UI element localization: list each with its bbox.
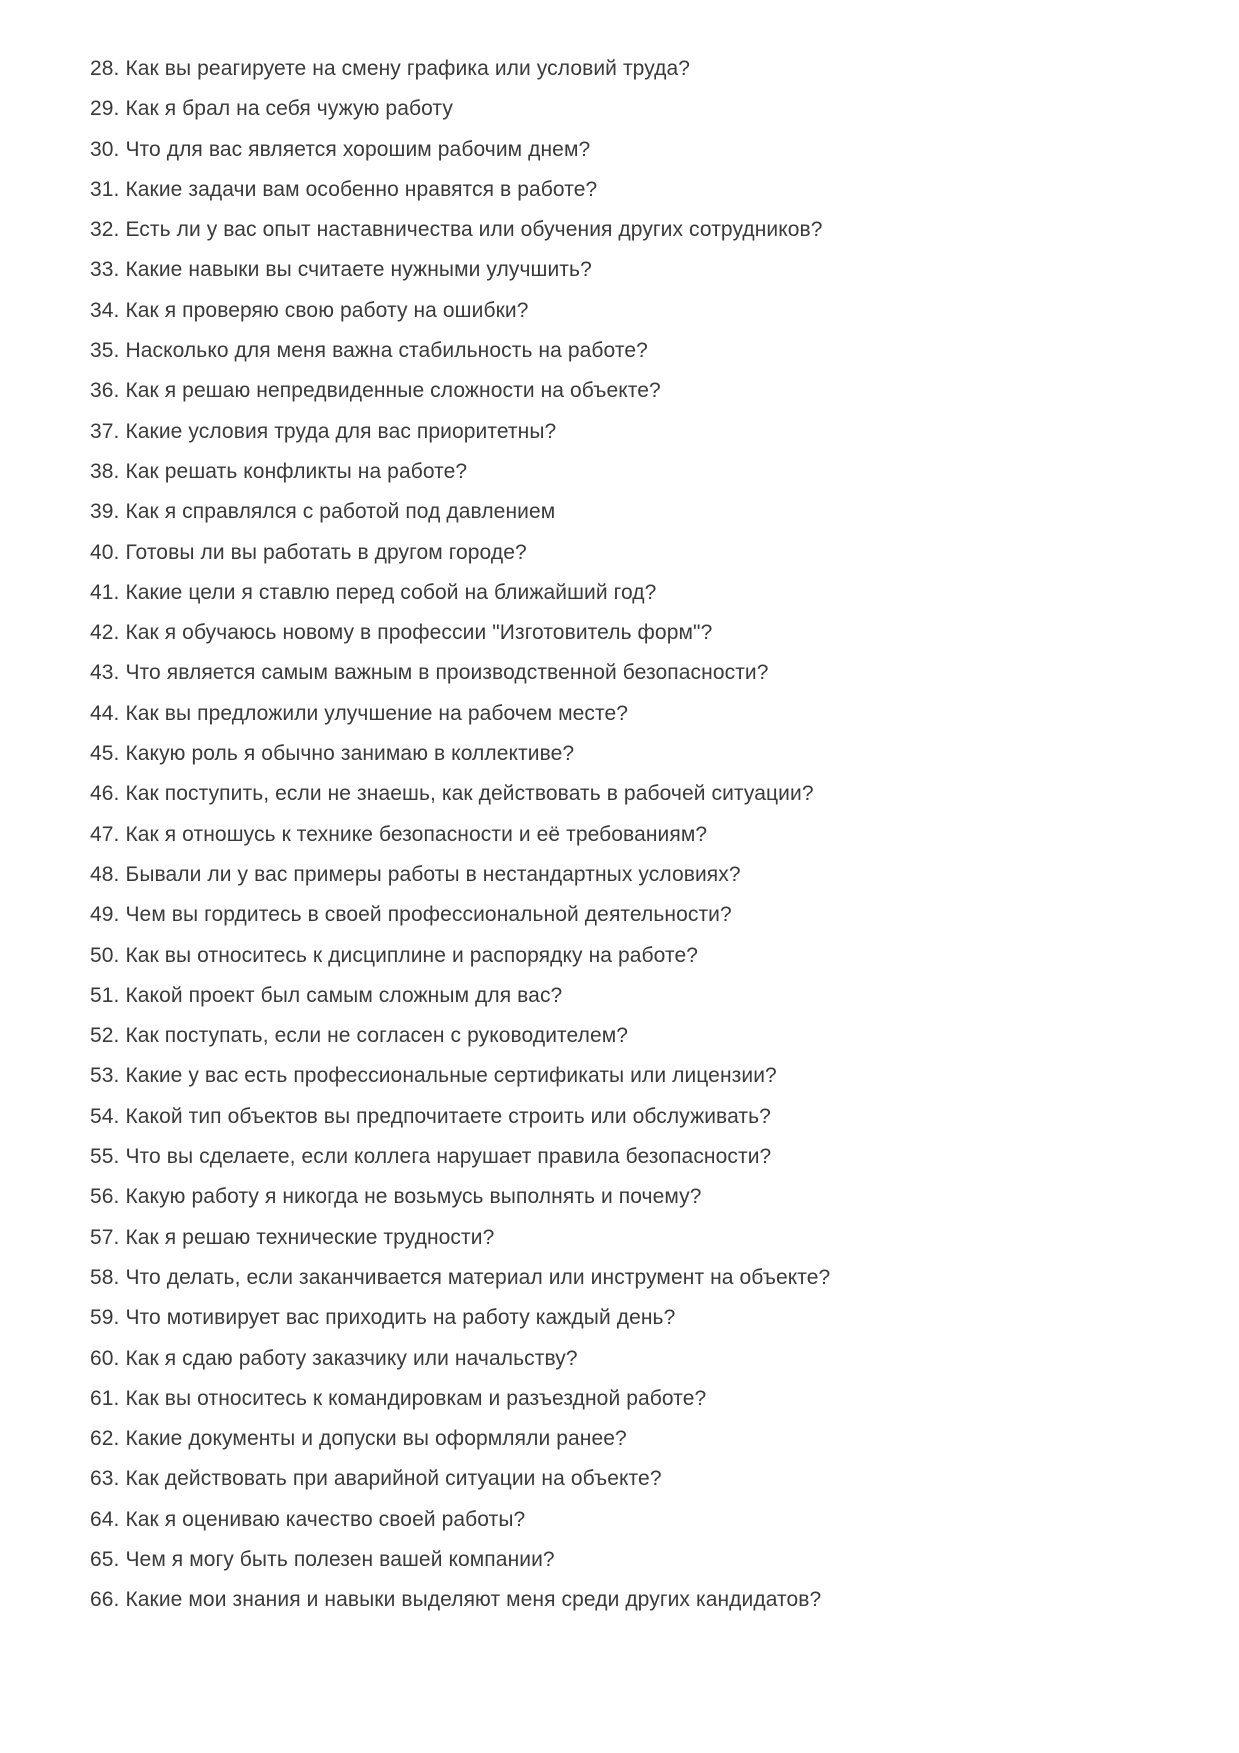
- item-number: 58.: [90, 1265, 120, 1289]
- item-number: 31.: [90, 177, 120, 201]
- item-number: 45.: [90, 742, 120, 766]
- item-text: Что вы сделаете, если коллега нарушает правила безопасности?: [125, 1145, 772, 1169]
- item-number: 61.: [90, 1386, 120, 1410]
- item-number: 52.: [90, 1024, 120, 1048]
- list-item: [90, 1580, 1199, 1620]
- item-text: Какие мои знания и навыки выделяют меня среди других кандидатов?: [125, 1588, 822, 1612]
- item-text: Как вы реагируете на смену графика или условий труда?: [125, 57, 691, 80]
- item-number: 36.: [90, 379, 120, 403]
- list-item: [90, 1016, 1199, 1056]
- item-text: Как я решаю непредвиденные сложности на объекте?: [125, 379, 661, 403]
- item-text: Как вы относитесь к командировкам и разъездной работе?: [125, 1386, 707, 1410]
- item-text: Какую роль я обычно занимаю в коллективе?: [125, 742, 575, 766]
- item-number: 28.: [90, 57, 120, 80]
- list-item: [90, 1339, 1199, 1379]
- list-item: [90, 492, 1199, 532]
- list-item: [90, 573, 1199, 613]
- item-text: Какие задачи вам особенно нравятся в работе?: [125, 177, 598, 201]
- item-number: 44.: [90, 701, 120, 725]
- list-item: [90, 1177, 1199, 1217]
- item-text: Что является самым важным в производственной безопасности?: [125, 661, 769, 685]
- list-item: [90, 1540, 1199, 1580]
- item-number: 66.: [90, 1588, 120, 1612]
- item-text: Как действовать при аварийной ситуации на объекте?: [125, 1467, 662, 1491]
- item-number: 46.: [90, 782, 120, 806]
- item-text: Что мотивирует вас приходить на работу каждый день?: [125, 1306, 676, 1330]
- list-item: [90, 694, 1199, 734]
- item-text: Как вы предложили улучшение на рабочем месте?: [125, 701, 629, 725]
- list-item: [90, 774, 1199, 814]
- item-number: 50.: [90, 943, 120, 967]
- item-number: 33.: [90, 258, 120, 282]
- item-text: Какой тип объектов вы предпочитаете строить или обслуживать?: [125, 1104, 771, 1128]
- item-number: 65.: [90, 1547, 120, 1571]
- list-item: [90, 1379, 1199, 1419]
- list-item: [90, 210, 1199, 250]
- list-item: [90, 855, 1199, 895]
- list-item: [90, 1137, 1199, 1177]
- item-text: Как поступать, если не согласен с руководителем?: [125, 1024, 629, 1048]
- list-item: [90, 734, 1199, 774]
- list-item: [90, 533, 1199, 573]
- item-number: 47.: [90, 822, 120, 846]
- item-number: 29.: [90, 97, 120, 121]
- item-number: 39.: [90, 500, 120, 524]
- item-text: Что для вас является хорошим рабочим днем?: [125, 137, 591, 161]
- item-text: Как я решаю технические трудности?: [125, 1225, 495, 1249]
- list-item: [90, 815, 1199, 855]
- list-item: [90, 250, 1199, 290]
- item-number: 55.: [90, 1145, 120, 1169]
- item-text: Какие условия труда для вас приоритетны?: [125, 419, 557, 443]
- list-item: [90, 1258, 1199, 1298]
- item-text: Как я оцениваю качество своей работы?: [125, 1507, 526, 1531]
- item-text: Готовы ли вы работать в другом городе?: [125, 540, 527, 564]
- list-item: [90, 371, 1199, 411]
- item-number: 30.: [90, 137, 120, 161]
- item-text: Как решать конфликты на работе?: [125, 459, 468, 483]
- item-number: 63.: [90, 1467, 120, 1491]
- list-item: [90, 1056, 1199, 1096]
- list-item: [90, 170, 1199, 210]
- item-number: 48.: [90, 862, 120, 886]
- item-number: 34.: [90, 298, 120, 322]
- item-text: Бывали ли у вас примеры работы в нестандартных условиях?: [125, 862, 741, 886]
- item-text: Как я отношусь к технике безопасности и её требованиям?: [125, 822, 708, 846]
- item-number: 41.: [90, 580, 120, 604]
- list-item: [90, 291, 1199, 331]
- item-text: Какую работу я никогда не возьмусь выполнять и почему?: [125, 1185, 702, 1209]
- list-item: [90, 976, 1199, 1016]
- item-number: 32.: [90, 218, 120, 242]
- list-item: [90, 1459, 1199, 1499]
- question-list: [90, 49, 1199, 1621]
- item-number: 56.: [90, 1185, 120, 1209]
- item-number: 35.: [90, 339, 120, 363]
- item-number: 37.: [90, 419, 120, 443]
- item-text: Как я брал на себя чужую работу: [125, 97, 453, 121]
- list-item: [90, 936, 1199, 976]
- item-number: 49.: [90, 903, 120, 927]
- item-text: Какие навыки вы считаете нужными улучшить?: [125, 258, 592, 282]
- item-number: 62.: [90, 1427, 120, 1451]
- list-item: [90, 613, 1199, 653]
- item-text: Как вы относитесь к дисциплине и распорядку на работе?: [125, 943, 699, 967]
- list-item: [90, 1298, 1199, 1338]
- list-item: [90, 653, 1199, 693]
- item-number: 53.: [90, 1064, 120, 1088]
- item-number: 54.: [90, 1104, 120, 1128]
- item-text: Как я проверяю свою работу на ошибки?: [125, 298, 529, 322]
- item-number: 64.: [90, 1507, 120, 1531]
- item-text: Как поступить, если не знаешь, как действовать в рабочей ситуации?: [125, 782, 814, 806]
- item-number: 59.: [90, 1306, 120, 1330]
- list-item: [90, 1218, 1199, 1258]
- list-item: [90, 1419, 1199, 1459]
- item-number: 60.: [90, 1346, 120, 1370]
- item-text: Какие у вас есть профессиональные сертификаты или лицензии?: [125, 1064, 777, 1088]
- item-number: 38.: [90, 459, 120, 483]
- list-item: [90, 331, 1199, 371]
- item-text: Как я сдаю работу заказчику или начальству?: [125, 1346, 578, 1370]
- item-text: Какие цели я ставлю перед собой на ближайший год?: [125, 580, 657, 604]
- item-text: Чем вы гордитесь в своей профессиональной деятельности?: [125, 903, 732, 927]
- item-number: 51.: [90, 983, 120, 1007]
- list-item: [90, 1097, 1199, 1137]
- item-text: Есть ли у вас опыт наставничества или обучения других сотрудников?: [125, 218, 823, 242]
- item-number: 43.: [90, 661, 120, 685]
- item-text: Какой проект был самым сложным для вас?: [125, 983, 563, 1007]
- item-text: Чем я могу быть полезен вашей компании?: [125, 1547, 555, 1571]
- item-text: Как я справлялся с работой под давлением: [125, 500, 556, 524]
- list-item: [90, 412, 1199, 452]
- item-number: 40.: [90, 540, 120, 564]
- item-number: 57.: [90, 1225, 120, 1249]
- item-number: 42.: [90, 621, 120, 645]
- list-item: [90, 895, 1199, 935]
- list-item: [90, 49, 1199, 89]
- item-text: Что делать, если заканчивается материал или инструмент на объекте?: [125, 1265, 831, 1289]
- list-item: [90, 1500, 1199, 1540]
- item-text: Насколько для меня важна стабильность на работе?: [125, 339, 648, 363]
- list-item: [90, 89, 1199, 129]
- list-item: [90, 130, 1199, 170]
- item-text: Как я обучаюсь новому в профессии "Изготовитель форм"?: [125, 621, 713, 645]
- item-text: Какие документы и допуски вы оформляли ранее?: [125, 1427, 627, 1451]
- list-item: [90, 452, 1199, 492]
